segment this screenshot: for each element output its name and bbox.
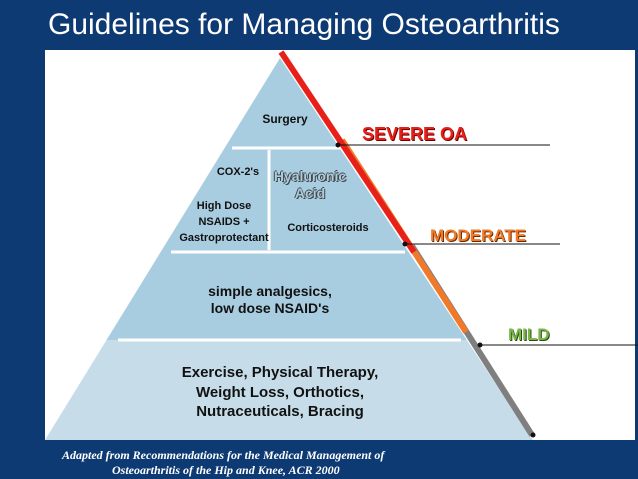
analgesics-line2: low dose NSAID's [210, 300, 330, 317]
nsaid-line2: NSAIDS + [198, 215, 250, 228]
bottom-pointer-dot [531, 433, 536, 438]
severe-pointer-dot [336, 143, 341, 148]
slide-title: Guidelines for Managing Osteoarthritis [48, 8, 560, 41]
mild-label: MILD [508, 325, 550, 344]
lifestyle-label [160, 363, 400, 422]
hyaluronic-acid-label [272, 168, 348, 202]
moderate-label: MODERATE [430, 226, 527, 245]
cox2-label: COX-2's [216, 166, 260, 178]
moderate-pointer-dot [403, 242, 408, 247]
caption-line2: Osteoarthritis of the Hip and Knee, ACR 2000 [112, 463, 340, 477]
lifestyle-line2: Weight Loss, Orthotics, [195, 383, 365, 401]
caption-line1: Adapted from Recommendations for the Medical Management of [62, 448, 385, 462]
analgesics-label [180, 283, 360, 317]
nsaid-line1: High Dose [196, 200, 252, 212]
source-caption [62, 448, 384, 478]
hyaluronic-line1: Hyaluronic [273, 168, 347, 184]
lifestyle-line3: Nutraceuticals, Bracing [196, 403, 364, 420]
lifestyle-line1: Exercise, Physical Therapy, [181, 364, 379, 381]
surgery-label: Surgery [262, 112, 308, 126]
analgesics-line1: simple analgesics, [208, 283, 332, 299]
severe-oa-label: SEVERE OA [362, 124, 468, 144]
high-dose-nsaid-label [178, 199, 270, 247]
nsaid-line3: Gastroprotectant [179, 231, 269, 244]
corticosteroids-label: Corticosteroids [287, 222, 369, 234]
mild-pointer-dot [478, 343, 483, 348]
hyaluronic-line2: Acid [294, 185, 326, 202]
